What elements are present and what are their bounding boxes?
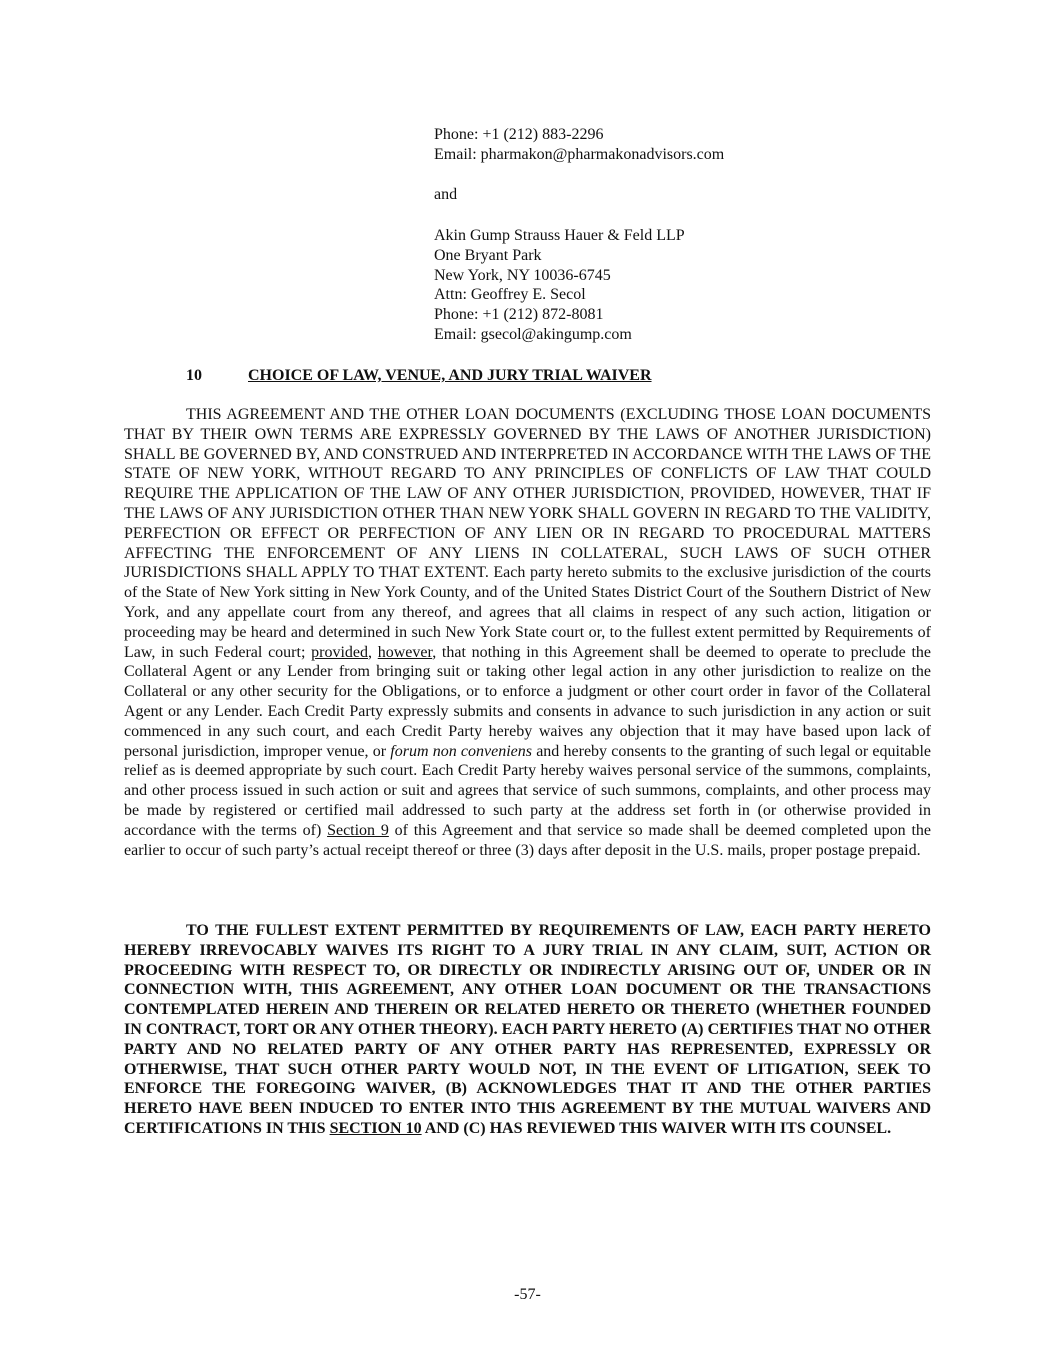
section-number: 10 (186, 367, 202, 384)
connector-text: and (434, 186, 458, 203)
however-term: however (377, 643, 433, 661)
page-number: -57- (514, 1286, 541, 1303)
section-heading (186, 366, 652, 386)
contact-attn: Attn: Geoffrey E. Secol (434, 286, 586, 304)
contact-email: Email: pharmakon@pharmakonadvisors.com (434, 145, 725, 163)
forum-non-conveniens-term: forum non conveniens (390, 742, 532, 760)
contact-firm-name: Akin Gump Strauss Hauer & Feld LLP (434, 227, 685, 244)
jury-waiver-paragraph (124, 921, 931, 1139)
paragraph-text: of this Agreement and that service so made shall be deemed completed upon the earlier to occur of such party’s actual receipt thereof or three (3) days after deposit in the U.S. mails, proper postage prepaid. (124, 821, 931, 859)
section-title: CHOICE OF LAW, VENUE, AND JURY TRIAL WAIVER (248, 367, 652, 384)
section-10-reference: SECTION 10 (329, 1119, 422, 1137)
contact-city: New York, NY 10036-6745 (434, 266, 611, 284)
contact-block-pharmakon (434, 125, 994, 165)
contact-email: Email: gsecol@akingump.com (434, 325, 632, 343)
contact-phone: Phone: +1 (212) 872-8081 (434, 306, 604, 324)
paragraph-text: and hereby consents to the granting of such legal or equitable relief as is deemed appropriate by such court. Each Credit Party hereby waives personal service of the summons, complaints, and other process issued in such action or suit and agrees that service of such summons, complaints, and other process may be made by registered or certified mail addressed to such party at the address set forth in (or otherwise provided in accordance with the terms of) (124, 742, 931, 839)
paragraph-text: AND (C) HAS REVIEWED THIS WAIVER WITH ITS COUNSEL. (421, 1119, 892, 1137)
contact-phone: Phone: +1 (212) 883-2296 (434, 126, 604, 143)
contact-block-akin-gump (434, 226, 994, 345)
contact-street: One Bryant Park (434, 246, 542, 264)
paragraph-text: , (368, 643, 378, 661)
provided-term: provided (311, 643, 368, 661)
paragraph-text: TO THE FULLEST EXTENT PERMITTED BY REQUIREMENTS OF LAW, EACH PARTY HERETO HEREBY IRREVOCABLY WAIVES ITS RIGHT TO A JURY TRIAL IN ANY CLAIM, SUIT, ACTION OR PROCEEDING WITH RESPECT TO, OR DIRECTLY OR INDIRECTLY ARISING OUT OF, UNDER OR IN CONNECTION WITH, THIS AGREEMENT, ANY OTHER LOAN DOCUMENT OR THE TRANSACTIONS CONTEMPLATED HEREIN AND THEREIN OR RELATED HERETO OR THERETO (WHETHER FOUNDED IN CONTRACT, TORT OR ANY OTHER THEORY). EACH PARTY HERETO (A) CERTIFIES THAT NO OTHER PARTY AND NO RELATED PARTY OF ANY OTHER PARTY HAS REPRESENTED, EXPRESSLY OR OTHERWISE, THAT SUCH OTHER PARTY WOULD NOT, IN THE EVENT OF LITIGATION, SEEK TO ENFORCE THE FOREGOING WAIVER, (B) ACKNOWLEDGES THAT IT AND THE OTHER PARTIES HERETO HAVE BEEN INDUCED TO ENTER INTO THIS AGREEMENT BY THE MUTUAL WAIVERS AND CERTIFICATIONS IN THIS (124, 922, 931, 1137)
paragraph-text: THIS AGREEMENT AND THE OTHER LOAN DOCUMENTS (EXCLUDING THOSE LOAN DOCUMENTS THAT BY THEIR OWN TERMS ARE EXPRESSLY GOVERNED BY THE LAWS OF ANOTHER JURISDICTION) SHALL BE GOVERNED BY, AND CONSTRUED AND INTERPRETED IN ACCORDANCE WITH THE LAWS OF THE STATE OF NEW YORK, WITHOUT REGARD TO ANY PRINCIPLES OF CONFLICTS OF LAW THAT COULD REQUIRE THE APPLICATION OF THE LAW OF ANY OTHER JURISDICTION, PROVIDED, HOWEVER, THAT IF THE LAWS OF ANY JURISDICTION OTHER THAN NEW YORK SHALL GOVERN IN REGARD TO THE VALIDITY, PERFECTION OR EFFECT OR PERFECTION OF ANY LIEN OR IN REGARD TO PROCEDURAL MATTERS AFFECTING THE ENFORCEMENT OF ANY LIENS IN COLLATERAL, SUCH LAWS OF SUCH OTHER JURISDICTIONS SHALL APPLY TO THAT EXTENT. Each party hereto submits to the exclusive jurisdiction of the courts of the State of New York sitting in New York County, and of the United States District Court of the Southern District of New York, and any appellate court from any thereof, and agrees that all claims in respect of any such action, litigation or proceeding may be heard and determined in such New York State court or, to the fullest extent permitted by Requirements of Law, in such Federal court; (124, 406, 931, 661)
paragraph-text: , that nothing in this Agreement shall be deemed to operate to preclude the Collateral Agent or any Lender from bringing suit or taking other legal action in any other jurisdiction to realize on the Collateral or any other security for the Obligations, or to enforce a judgment or other court order in favor of the Collateral Agent or any Lender. Each Credit Party expressly submits and consents in advance to such jurisdiction in any action or suit commenced in any such court, and each Credit Party hereby waives any objection that it may have based upon lack of personal jurisdiction, improper venue, or (124, 643, 931, 760)
governing-law-paragraph (124, 405, 931, 860)
section-9-reference: Section 9 (327, 821, 389, 839)
